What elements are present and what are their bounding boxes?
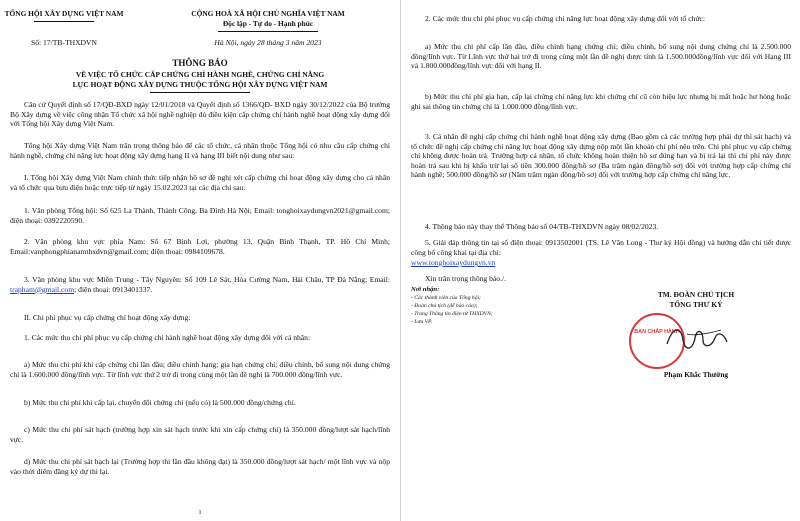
document-number: Số: 17/TB-THXDVN: [30, 38, 98, 47]
office-3-text: 3. Văn phòng khu vực Miền Trung - Tây Nguyên: Số 109 Lê Sát, Hòa Cường Nam, Hải Châu, TP Đà Nẵng; Email:: [24, 275, 390, 284]
item-5: 5. Giải đáp thông tin tại số điện thoại: 0913502001 (TS. Lê Văn Long - Thư ký Hội đồng) và hướng dẫn chi tiết được công bố công khai tại địa chỉ:: [411, 238, 791, 257]
closing-line: Xin trân trọng thông báo./.: [425, 274, 506, 283]
item-1b: b) Mức thu chi phí khi cấp lại, chuyển đổi chứng chỉ (nếu có) là 500.000 đồng/chứng chỉ.: [24, 398, 296, 407]
stamp-text: BAN CHẤP HÀNH: [634, 329, 680, 335]
page-number: 1: [198, 509, 202, 516]
document-subtitle-line-1: VỀ VIỆC TỔ CHỨC CẤP CHỨNG CHỈ HÀNH NGHỀ, CHỨNG CHỈ NĂNG: [75, 70, 325, 79]
document-title: THÔNG BÁO: [172, 58, 228, 68]
office-3: [10, 275, 390, 294]
item-1: 1. Các mức thu chi phí phục vụ cấp chứng chỉ hành nghề hoạt động xây dựng đối với cá nhân:: [24, 333, 311, 342]
signer-name: Phạm Khắc Thường: [663, 370, 729, 379]
office-3-email-link[interactable]: trapham@gmail.com: [10, 284, 75, 294]
basis-paragraph: Căn cứ Quyết định số 17/QĐ-BXD ngày 12/01/2018 và Quyết định số 1366/QĐ- BXD ngày 30/12/2022 của Bộ trưởng Bộ Xây dựng về việc công nhận Tổ chức xã hội nghề nghiệp đủ điều kiện cấp chứng chỉ hành nghề hoạt động xây dựng đối với Tổng hội Xây dựng Việt Nam.: [10, 100, 390, 129]
recipients-title: Nơi nhận:: [411, 286, 440, 293]
intro-paragraph: Tổng hội Xây dựng Việt Nam trân trọng thông báo để các tổ chức, cá nhân thuộc Tổng hội có nhu cầu cấp chứng chỉ hành nghề, chứng chỉ năng lực hoạt động xây dựng hạng II và hạng III biết nội dung như sau:: [10, 141, 390, 160]
recipient-item: - Lưu VP.: [411, 319, 433, 325]
document-page-right: [400, 0, 800, 521]
item-3: 3. Cá nhân đề nghị cấp chứng chỉ hành nghề hoạt động xây dựng (Bao gồm cả các trường hợp phải dự thi sát hạch) và tổ chức đề nghị cấp chứng chỉ năng lực hoạt động xây dựng nộp một lần khoản chi phí nêu trên. Chi phí phục vụ cấp chứng chỉ không được hoàn trả. Trường hợp cá nhân, tổ chức không hoàn thiện hồ sơ đúng hạn và bị trả lại thì chi phí này được hoàn trả sau khi bị khấu trừ lại số tiền 300.000 đồng/hồ sơ (Ba trăm ngàn đồng/hồ sơ) đối với trường hợp cấp chứng chỉ hành nghề; 500.000 đồng/hồ sơ (Năm trăm ngàn đồng/hồ sơ) đối với trường hợp cấp chứng chỉ năng lực.: [411, 132, 791, 180]
section-2: II. Chi phí phục vụ cấp chứng chỉ hoạt động xây dựng:: [24, 313, 191, 322]
motto-underline: [218, 31, 318, 32]
document-subtitle-line-2: LỰC HOẠT ĐỘNG XÂY DỰNG THUỘC TỔNG HỘI XÂY DỰNG VIỆT NAM: [72, 80, 328, 89]
org-underline: [34, 21, 94, 22]
item-1c: c) Mức thu chi phí sát hạch (trường hợp xin sát hạch trước khi xin cấp chứng chỉ) là 350.000 đồng/lượt sát hạch/lĩnh vực.: [10, 425, 390, 444]
recipient-item: - Trang Thông tin điện tử THXDVN;: [411, 311, 493, 317]
place-date: Hà Nội, ngày 28 tháng 3 năm 2023: [214, 38, 322, 47]
country-name: CỘNG HOÀ XÃ HỘI CHỦ NGHĨA VIỆT NAM: [191, 9, 345, 18]
signature-icon: [663, 320, 733, 356]
website-line: [411, 258, 791, 268]
signer-title-1: TM. ĐOÀN CHỦ TỊCH: [657, 290, 735, 299]
title-underline: [150, 92, 250, 93]
office-1: 1. Văn phòng Tổng hội: Số 625 La Thành, Thành Công, Ba Đình Hà Nội; Email: tonghoixaydungvn2021@gmail.com; điện thoại: 0392220590.: [10, 206, 390, 225]
recipient-item: - Đoàn chủ tịch (để báo cáo);: [411, 303, 478, 309]
office-2: 2. Văn phòng khu vực phía Nam: Số 67 Bình Lợi, phường 13, Quận Bình Thạnh, TP. Hồ Chí Minh; Email:vanphongphianamthxdvn@gmail.com; điện thoại: 0984109678.: [10, 237, 390, 256]
item-1a: a) Mức thu chi phí khi cấp chứng chỉ lần đầu; điều chỉnh hạng; gia hạn chứng chỉ; điều chỉnh, bổ sung nội dung chứng chỉ là 1.600.000 đồng/lĩnh vực. Từ lĩnh vực thứ 2 trở đi trong cùng một lần đề nghị là 700.000 đồng/lĩnh vực.: [10, 360, 390, 379]
section-1: I. Tổng hội Xây dựng Việt Nam chính thức tiếp nhận hồ sơ đề nghị xét cấp chứng chỉ hoạt động xây dựng cho cả nhân và tổ chức qua bưu điện hoặc trực tiếp từ ngày 15.02.2023 tại các địa chỉ sau:: [10, 173, 390, 192]
item-2: 2. Các mức thu chi phí phục vụ cấp chứng chỉ năng lực hoạt động xây dựng đối với tổ chức:: [425, 14, 705, 23]
org-name: TỔNG HỘI XÂY DỰNG VIỆT NAM: [4, 9, 124, 18]
website-link[interactable]: www.tonghoixaydungvn.vn: [411, 258, 496, 267]
recipient-item: - Các thành viên của Tổng hội;: [411, 295, 481, 301]
office-3-phone: ; điện thoại: 0913401337.: [74, 284, 153, 294]
motto: Độc lập - Tự do - Hạnh phúc: [222, 19, 314, 28]
item-4: 4. Thông báo này thay thế Thông báo số 04/TB-THXDVN ngày 08/02/2023.: [425, 222, 659, 231]
item-2a: a) Mức thu chi phí cấp lần đầu, điều chỉnh hạng chứng chỉ; điều chỉnh, bổ sung nội dung chứng chỉ là 2.500.000 đồng/lĩnh vực. Từ Lĩnh vực thứ hai trở đi trong cùng một lần đề nghị được tính là 1.500.000đồng/lĩnh vực đối với Hạng III và 1.800.000đồng/lĩnh vực đối với hạng II.: [411, 42, 791, 71]
item-2b: b) Mức thu chi phí gia hạn, cấp lại chứng chỉ năng lực khi chứng chỉ cũ còn hiệu lực nhưng bị mất hoặc hư hỏng hoặc ghi sai thông tin chứng chỉ là 1.000.000 đồng/lĩnh vực.: [411, 92, 791, 111]
item-1d: d) Mức thu chi phí sát hạch lại (Trường hợp thi lần đầu không đạt) là 350.000 đồng/lượt sát hạch/ một lĩnh vực và nộp vào thời điểm đăng ký dự thi lại.: [10, 457, 390, 476]
signer-title-2: TỔNG THƯ KÝ: [669, 300, 723, 309]
